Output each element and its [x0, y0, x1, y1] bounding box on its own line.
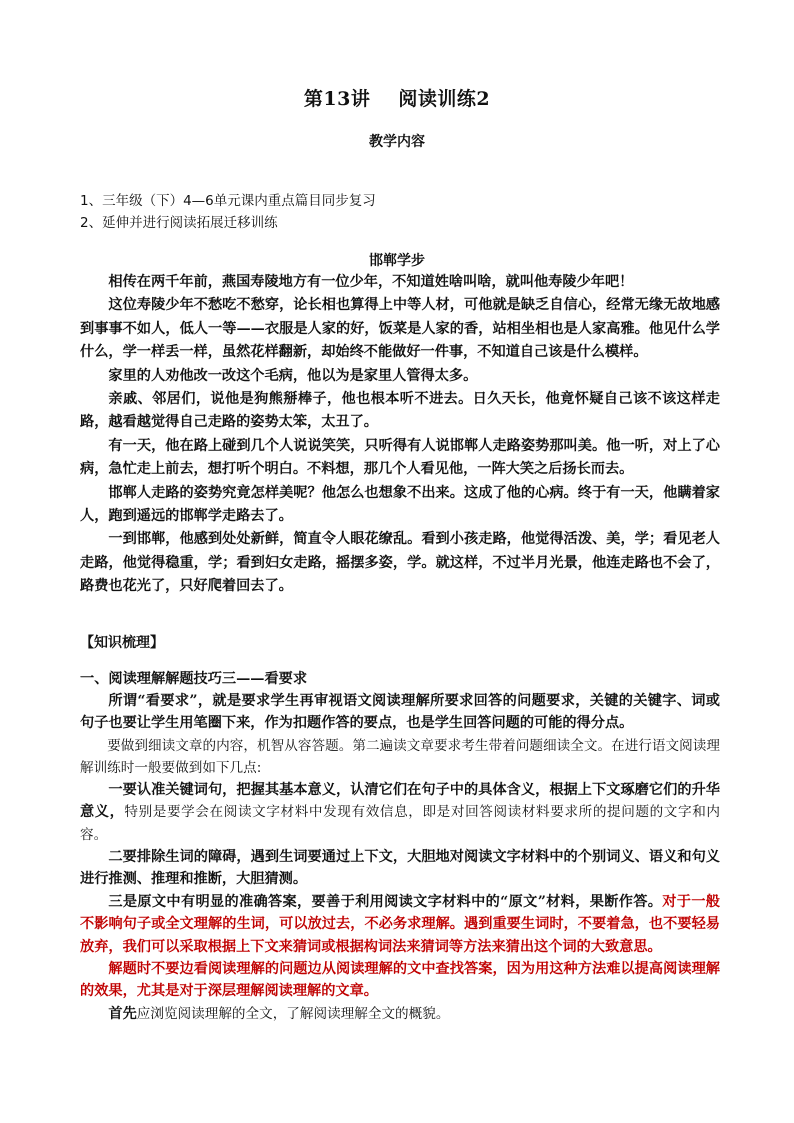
key-phrase: 一要认准关键词句，把握其基本意义，认清它们在句子中的具体含义，根据上下文琢磨它们的升华意义，: [80, 781, 720, 821]
story-paragraph: 这位寿陵少年不愁吃不愁穿，论长相也算得上中等人材，可他就是缺乏自信心，经常无缘无故地感到事事不如人，低人一等——衣服是人家的好，饭菜是人家的香，站相坐相也是人家高雅。他见什么学什么，学一样丢一样，虽然花样翻新，却始终不能做好一件事，不知道自己该是什么模样。: [80, 297, 720, 361]
plain-phrase: 应浏览阅读理解的全文，了解阅读理解全文的概貌。: [136, 1005, 450, 1022]
story-paragraph: 家里的人劝他改一改这个毛病，他以为是家里人管得太多。: [108, 367, 478, 384]
knowledge-paragraph: 所谓“看要求”，就是要求学生再审视语文阅读理解所要求回答的问题要求，关键的关键字、词或句子也要让学生用笔圈下来，作为扣题作答的要点，也是学生回答问题的可能的得分点。: [80, 693, 720, 732]
knowledge-paragraph: 二要排除生词的障碍，遇到生词要通过上下文，大胆地对阅读文字材料中的个别词义、语义和句义进行推测、推理和推断，大胆猜测。: [80, 849, 720, 888]
knowledge-section: [80, 668, 720, 1025]
page-title: [0, 84, 794, 111]
emphasis-text: 对于一般不影响句子或全文理解的生词，可以放过去，不必务求理解。遇到重要生词时，不要着急，也不要轻易放弃，我们可以采取根据上下文来猜词或根据构词法来猜词等方法来猜出这个词的大致意思。: [80, 893, 720, 955]
story-body: [80, 271, 720, 599]
knowledge-paragraph: 要做到细读文章的内容，机智从容答题。第二遍读文章要求考生带着问题细读全文。在进行语文阅读理解训练时一般要做到如下几点:: [80, 737, 720, 776]
story-title: 邯郸学步: [369, 253, 425, 269]
lesson-title: 阅读训练2: [398, 88, 491, 110]
knowledge-paragraph: 解题时不要边看阅读理解的问题边从阅读理解的文中查找答案，因为用这种方法难以提高阅读理解的效果，尤其是对于深层理解阅读理解的文章。: [80, 961, 720, 1000]
story-paragraph: 亲戚、邻居们，说他是狗熊掰棒子，他也根本听不进去。日久天长，他竟怀疑自己该不该这样走路，越看越觉得自己走路的姿势太笨，太丑了。: [80, 391, 720, 431]
objective-item: 2、延伸并进行阅读拓展迁移训练: [80, 215, 278, 231]
section-title: 一、阅读理解解题技巧三——看要求: [80, 671, 308, 687]
story-paragraph: 一到邯郸，他感到处处新鲜，简直令人眼花缭乱。看到小孩走路，他觉得活泼、美，学；看见老人走路，他觉得稳重，学；看到妇女走路，摇摆多姿，学。就这样，不过半月光景，他连走路也不会了，路费也花光了，只好爬着回去了。: [80, 531, 720, 595]
knowledge-heading: 【知识梳理】: [80, 635, 164, 651]
section-subtitle: 教学内容: [369, 134, 425, 150]
lead-word: 首先: [108, 1005, 137, 1022]
plain-phrase: 三是原文中有明显的准确答案，要善于利用阅读文字材料中的“原文”材料，果断作答。: [108, 893, 663, 910]
objectives-list: [80, 190, 720, 234]
lesson-number: 第13讲: [303, 88, 371, 110]
objective-item: 1、三年级（下）4—6单元课内重点篇目同步复习: [80, 193, 376, 209]
knowledge-paragraph: [80, 891, 720, 958]
story-paragraph: 有一天，他在路上碰到几个人说说笑笑，只听得有人说邯郸人走路姿势那叫美。他一听，对上了心病，急忙走上前去，想打听个明白。不料想，那几个人看见他，一阵大笑之后扬长而去。: [80, 437, 720, 478]
plain-phrase: 特别是要学会在阅读文字材料中发现有效信息，即是对回答阅读材料要求所的提问题的文字和内容。: [80, 804, 720, 843]
story-paragraph: 相传在两千年前，燕国寿陵地方有一位少年，不知道姓啥叫啥，就叫他寿陵少年吧！: [108, 274, 634, 290]
story-paragraph: 邯郸人走路的姿势究竟怎样美呢？他怎么也想象不出来。这成了他的心病。终于有一天，他瞒着家人，跑到遥远的邯郸学走路去了。: [80, 484, 720, 525]
knowledge-paragraph: [80, 779, 720, 846]
knowledge-paragraph: [80, 1003, 720, 1025]
